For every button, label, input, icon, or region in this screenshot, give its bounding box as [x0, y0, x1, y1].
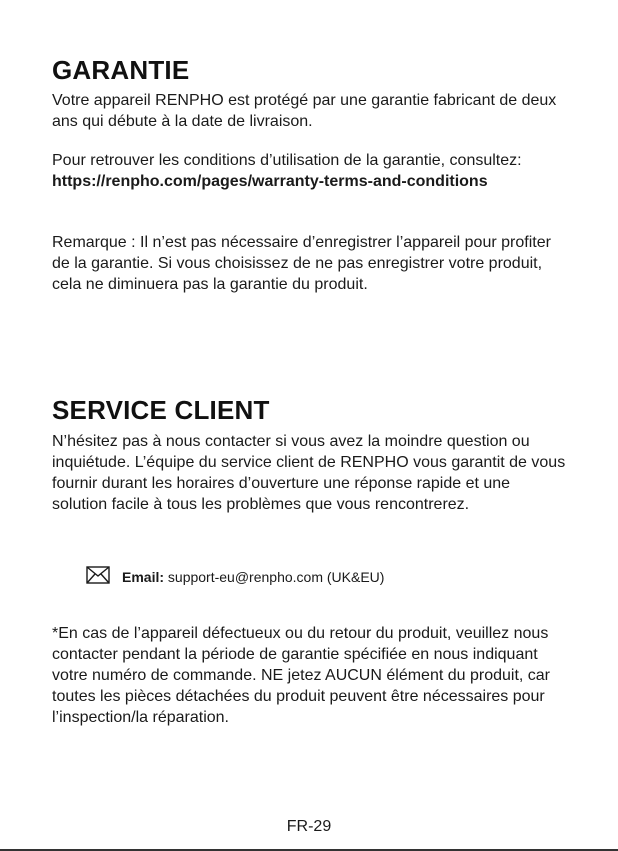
warranty-url-link[interactable]: https://renpho.com/pages/warranty-terms-and-conditions — [52, 173, 488, 190]
garantie-conditions-text: Pour retrouver les conditions d’utilisation de la garantie, consultez: — [52, 152, 522, 169]
email-address-link[interactable]: support-eu@renpho.com (UK&EU) — [167, 568, 385, 585]
email-contact-row — [86, 566, 384, 587]
service-client-paragraph: N’hésitez pas à nous contacter si vous avez la moindre question ou inquiétude. L’équipe du service client de RENPHO vous garantit de vous fournir durant les horaires d’ouverture une réponse rapide et une solution facile à tous les problèmes que vous rencontrerez. — [52, 433, 566, 513]
garantie-conditions-paragraph — [52, 150, 572, 192]
garantie-title: GARANTIE — [52, 55, 190, 85]
service-client-title: SERVICE CLIENT — [52, 395, 270, 425]
envelope-icon — [86, 566, 110, 587]
garantie-note-paragraph: Remarque : Il n’est pas nécessaire d’enregistrer l’appareil pour profiter de la garantie. Si vous choisissez de ne pas enregistrer votre produit, cela ne diminuera pas la garantie du produit. — [52, 234, 551, 293]
page-number: FR-29 — [286, 818, 332, 835]
garantie-paragraph: Votre appareil RENPHO est protégé par une garantie fabricant de deux ans qui débute à la date de livraison. — [52, 92, 557, 130]
service-returns-paragraph: *En cas de l’appareil défectueux ou du retour du produit, veuillez nous contacter pendant la période de garantie spécifiée en nous indiquant votre numéro de commande. NE jetez AUCUN élément du produit, car toutes les pièces détachées du produit peuvent être nécessaires pour l’inspection/la réparation. — [52, 625, 551, 726]
email-label: Email: — [122, 568, 165, 585]
